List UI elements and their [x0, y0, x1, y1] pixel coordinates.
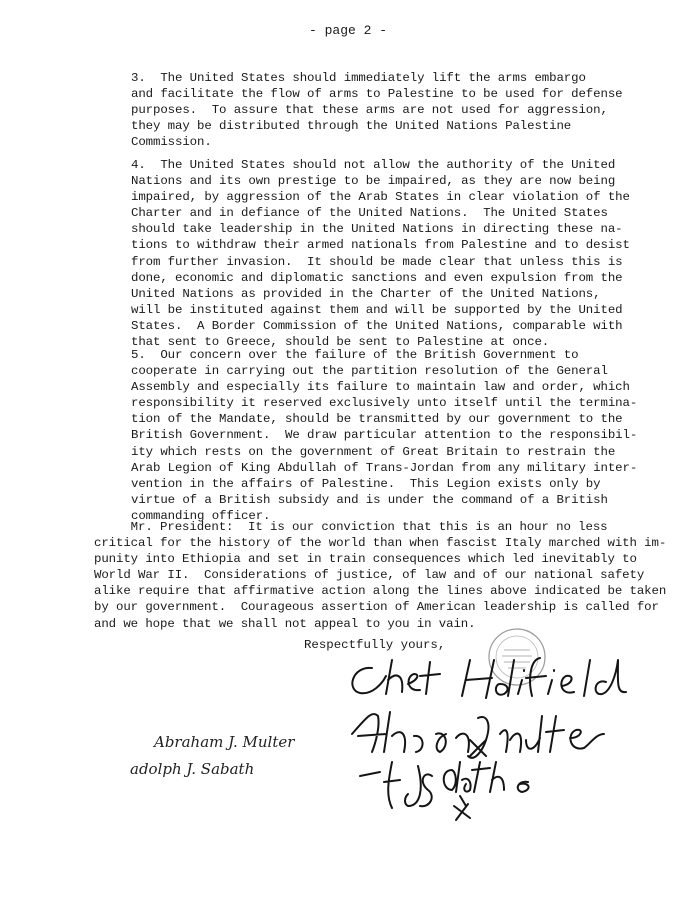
- signature-sabath-dash: [360, 772, 380, 776]
- page-number-header: - page 2 -: [308, 23, 387, 38]
- paragraph-mr-president: Mr. President: It is our conviction that this is an hour no less critical for the history of the world than when fascist Italy marched with im- punity into Ethiopia and set in train consequences which led inevitably to World War II. Considerations of justice, of law and of our national safety alike require that affirmative action along the lines above indicated be taken by our government. Courageous assertion of American leadership is called for and we hope that we shall not appeal to you in vain.: [94, 520, 667, 631]
- signature-sabath-cross: [454, 804, 470, 820]
- paragraph-5: 5. Our concern over the failure of the British Government to cooperate in carrying out the partition resolution of the General Assembly and especially its failure to maintain law and order, which responsibility it reserved exclusively unto itself until the termina- tion of the Mandate, should be transmitted by our government to the British Government. We draw particular attention to the responsibil- ity which rests on the government of Great Britain to restrain the Arab Legion of King Abdullah of Trans-Jordan from any military inter- vention in the affairs of Palestine. This Legion exists only by virtue of a British subsidy and is under the command of a British commanding officer.: [131, 348, 638, 523]
- paragraph-3: 3. The United States should immediately lift the arms embargo and facilitate the flow of arms to Palestine to be used for defense purposes. To assure that these arms are not used for aggression, they may be distributed through the United Nations Palestine Commission.: [131, 71, 623, 150]
- signature-sabath: [384, 762, 529, 808]
- closing-salutation: Respectfully yours,: [304, 638, 446, 652]
- signature-chet-holifield: [352, 658, 626, 698]
- printed-name-sabath: adolph J. Sabath: [130, 760, 255, 778]
- signature-abraham-multer: [352, 712, 604, 758]
- printed-name-multer: Abraham J. Multer: [154, 733, 295, 751]
- paragraph-4: 4. The United States should not allow the authority of the United Nations and its own prestige to be impaired, as they are now being impaired, by aggression of the Arab States in clear violation of the Charter and in defiance of the United Nations. The United States should take leadership in the United Nations in directing these na- tions to withdraw their armed nationals from Palestine and to desist from further invasion. It should be made clear that unless this is done, economic and diplomatic sanctions and even expulsion from the United Nations as provided in the Charter of the United Nations, will be instituted against them and will be supported by the United States. A Border Commission of the United Nations, comparable with that sent to Greece, should be sent to Palestine at once.: [131, 158, 630, 350]
